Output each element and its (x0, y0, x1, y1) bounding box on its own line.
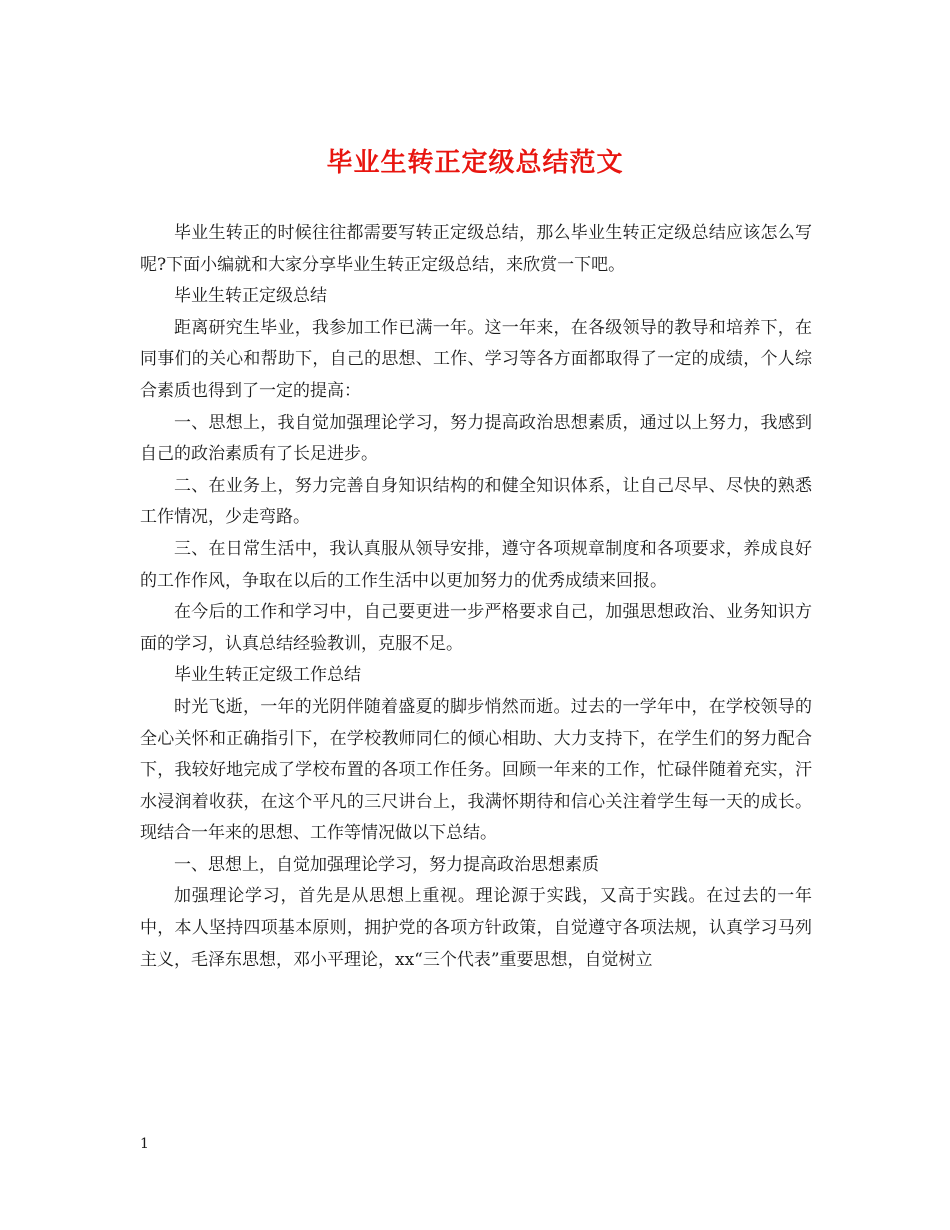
document-body (140, 218, 812, 976)
paragraph: 时光飞逝，一年的光阴伴随着盛夏的脚步悄然而逝。过去的一学年中，在学校领导的全心关怀和正确指引下，在学校教师同仁的倾心相助、大力支持下，在学生们的努力配合下，我较好地完成了学校布置的各项工作任务。回顾一年来的工作，忙碌伴随着充实，汗水浸润着收获，在这个平凡的三尺讲台上，我满怀期待和信心关注着学生每一天的成长。现结合一年来的思想、工作等情况做以下总结。 (140, 696, 812, 844)
paragraph: 加强理论学习，首先是从思想上重视。理论源于实践，又高于实践。在过去的一年中，本人坚持四项基本原则，拥护党的各项方针政策，自觉遵守各项法规，认真学习马列主义，毛泽东思想，邓小平理论，xx“三个代表”重要思想，自觉树立 (140, 886, 812, 970)
paragraph-intro: 毕业生转正的时候往往都需要写转正定级总结，那么毕业生转正定级总结应该怎么写呢?下面小编就和大家分享毕业生转正定级总结，来欣赏一下吧。 (140, 223, 812, 275)
paragraph: 在今后的工作和学习中，自己要更进一步严格要求自己，加强思想政治、业务知识方面的学习，认真总结经验教训，克服不足。 (140, 602, 812, 654)
section-heading: 毕业生转正定级总结 (174, 286, 327, 307)
document-title: 毕业生转正定级总结范文 (326, 148, 624, 178)
paragraph: 一、思想上，我自觉加强理论学习，努力提高政治思想素质，通过以上努力，我感到自己的政治素质有了长足进步。 (140, 412, 812, 465)
paragraph: 距离研究生毕业，我参加工作已满一年。这一年来，在各级领导的教导和培养下，在同事们的关心和帮助下，自己的思想、工作、学习等各方面都取得了一定的成绩，个人综合素质也得到了一定的提高： (140, 317, 812, 401)
page-number: 1 (140, 1136, 149, 1152)
paragraph: 三、在日常生活中，我认真服从领导安排，遵守各项规章制度和各项要求，养成良好的工作作风，争取在以后的工作生活中以更加努力的优秀成绩来回报。 (140, 538, 812, 591)
paragraph: 一、思想上，自觉加强理论学习，努力提高政治思想素质 (174, 854, 599, 875)
section-heading: 毕业生转正定级工作总结 (174, 665, 361, 686)
paragraph: 二、在业务上，努力完善自身知识结构的和健全知识体系，让自己尽早、尽快的熟悉工作情况，少走弯路。 (140, 475, 812, 528)
